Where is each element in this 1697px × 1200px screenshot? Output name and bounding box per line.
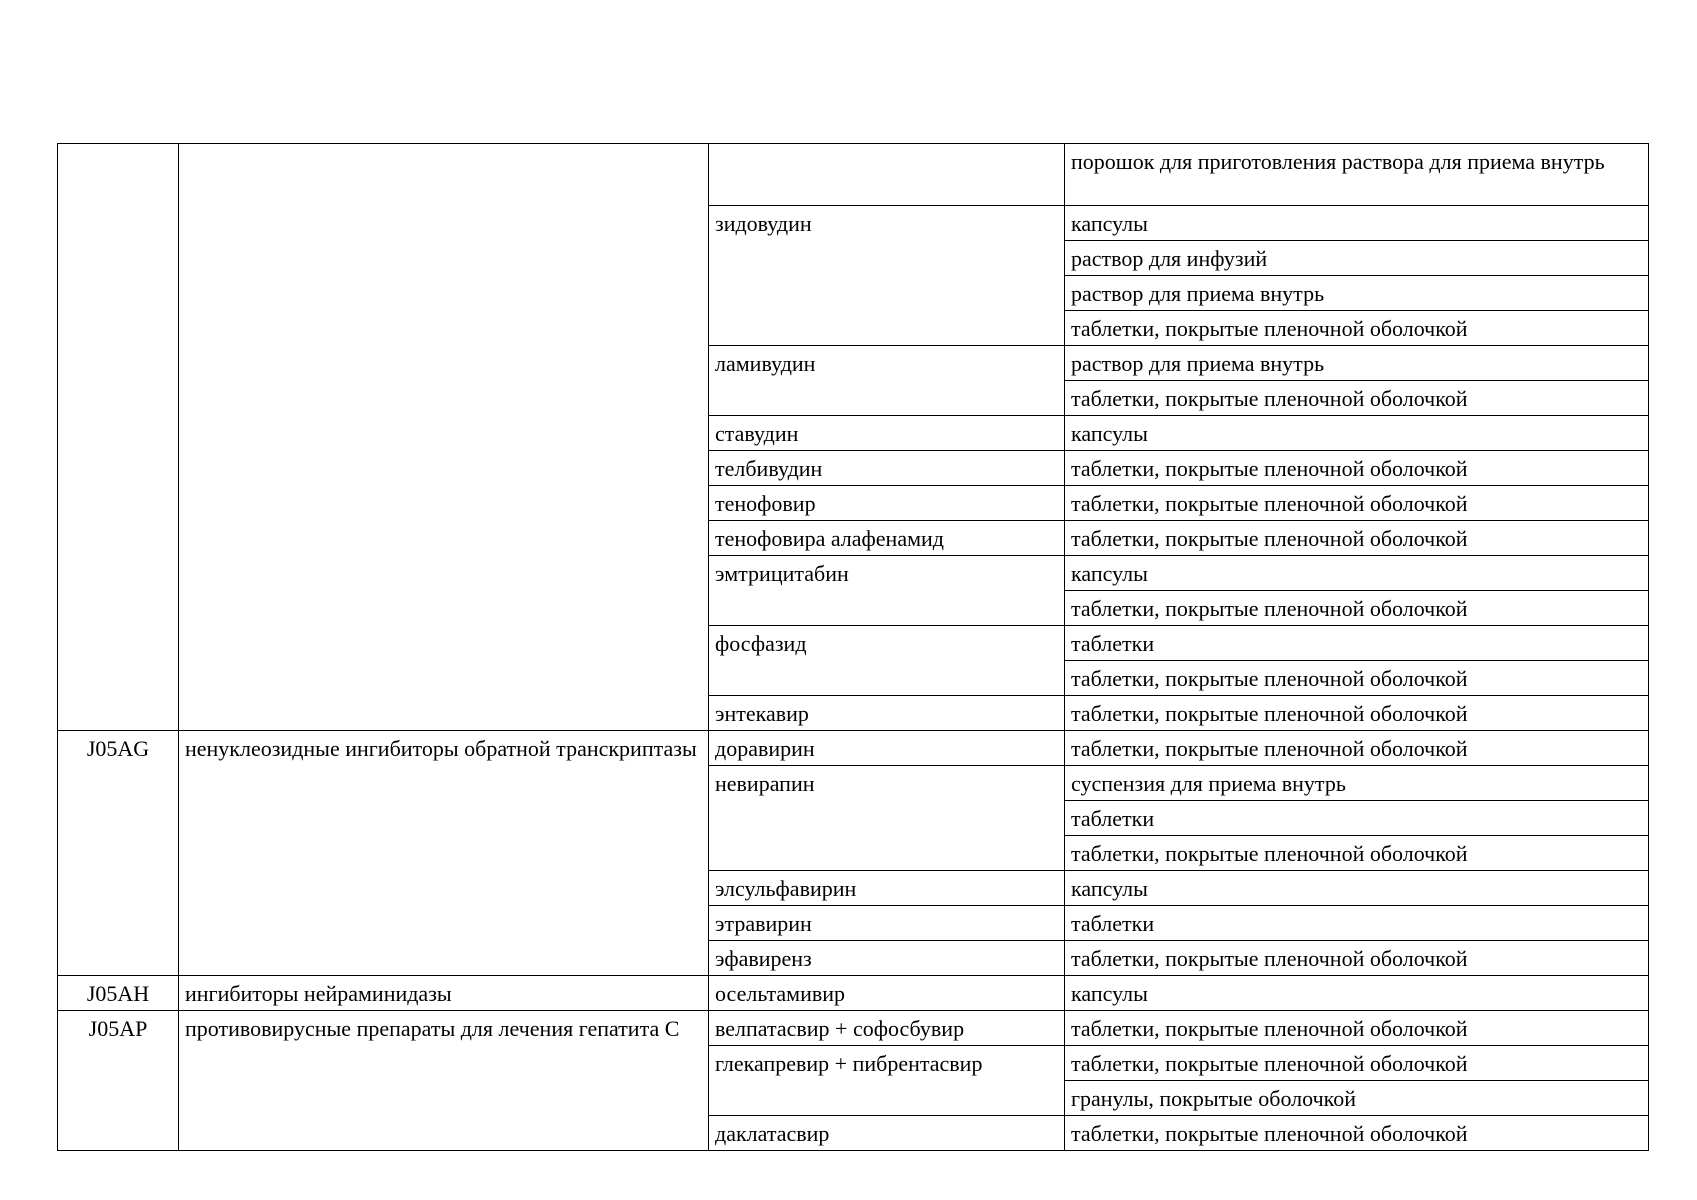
drug-name-cell: энтекавир (709, 696, 1065, 731)
dosage-form-cell: капсулы (1065, 416, 1649, 451)
dosage-form-cell: таблетки, покрытые пленочной оболочкой (1065, 661, 1649, 696)
dosage-form-cell: таблетки, покрытые пленочной оболочкой (1065, 451, 1649, 486)
dosage-form-cell: таблетки, покрытые пленочной оболочкой (1065, 381, 1649, 416)
dosage-form-cell: таблетки, покрытые пленочной оболочкой (1065, 1116, 1649, 1151)
atc-code-cell: J05AP (58, 1011, 179, 1151)
table-row (58, 1011, 1649, 1046)
group-name-cell: ненуклеозидные ингибиторы обратной транскриптазы (179, 731, 709, 976)
dosage-form-cell: таблетки, покрытые пленочной оболочкой (1065, 941, 1649, 976)
dosage-form-cell: таблетки, покрытые пленочной оболочкой (1065, 731, 1649, 766)
dosage-form-cell: таблетки, покрытые пленочной оболочкой (1065, 696, 1649, 731)
dosage-form-cell: таблетки, покрытые пленочной оболочкой (1065, 1046, 1649, 1081)
group-name-cell: ингибиторы нейраминидазы (179, 976, 709, 1011)
atc-code-cell: J05AH (58, 976, 179, 1011)
drug-name-cell: тенофовира алафенамид (709, 521, 1065, 556)
dosage-form-cell: таблетки, покрытые пленочной оболочкой (1065, 521, 1649, 556)
drug-name-cell: ставудин (709, 416, 1065, 451)
group-name-cell (179, 144, 709, 731)
dosage-form-cell: капсулы (1065, 871, 1649, 906)
drug-name-cell: зидовудин (709, 206, 1065, 346)
dosage-form-cell: порошок для приготовления раствора для приема внутрь (1065, 144, 1649, 206)
group-name-cell: противовирусные препараты для лечения гепатита С (179, 1011, 709, 1151)
drug-table (57, 143, 1649, 1151)
drug-name-cell: глекапревир + пибрентасвир (709, 1046, 1065, 1116)
dosage-form-cell: таблетки (1065, 626, 1649, 661)
dosage-form-cell: таблетки (1065, 906, 1649, 941)
table-row (58, 731, 1649, 766)
dosage-form-cell: таблетки, покрытые пленочной оболочкой (1065, 836, 1649, 871)
dosage-form-cell: раствор для инфузий (1065, 241, 1649, 276)
drug-name-cell: элсульфавирин (709, 871, 1065, 906)
drug-name-cell: эфавиренз (709, 941, 1065, 976)
drug-name-cell: тенофовир (709, 486, 1065, 521)
dosage-form-cell: раствор для приема внутрь (1065, 276, 1649, 311)
dosage-form-cell: раствор для приема внутрь (1065, 346, 1649, 381)
dosage-form-cell: капсулы (1065, 556, 1649, 591)
drug-name-cell: доравирин (709, 731, 1065, 766)
dosage-form-cell: таблетки (1065, 801, 1649, 836)
dosage-form-cell: таблетки, покрытые пленочной оболочкой (1065, 311, 1649, 346)
dosage-form-cell: суспензия для приема внутрь (1065, 766, 1649, 801)
dosage-form-cell: таблетки, покрытые пленочной оболочкой (1065, 591, 1649, 626)
drug-name-cell: велпатасвир + софосбувир (709, 1011, 1065, 1046)
dosage-form-cell: таблетки, покрытые пленочной оболочкой (1065, 486, 1649, 521)
atc-code-cell (58, 144, 179, 731)
drug-name-cell: даклатасвир (709, 1116, 1065, 1151)
drug-name-cell: телбивудин (709, 451, 1065, 486)
drug-name-cell (709, 144, 1065, 206)
drug-name-cell: эмтрицитабин (709, 556, 1065, 626)
atc-code-cell: J05AG (58, 731, 179, 976)
dosage-form-cell: гранулы, покрытые оболочкой (1065, 1081, 1649, 1116)
dosage-form-cell: таблетки, покрытые пленочной оболочкой (1065, 1011, 1649, 1046)
dosage-form-cell: капсулы (1065, 976, 1649, 1011)
dosage-form-cell: капсулы (1065, 206, 1649, 241)
drug-name-cell: фосфазид (709, 626, 1065, 696)
table-row (58, 976, 1649, 1011)
drug-name-cell: осельтамивир (709, 976, 1065, 1011)
table-row (58, 144, 1649, 206)
drug-name-cell: ламивудин (709, 346, 1065, 416)
drug-name-cell: невирапин (709, 766, 1065, 871)
drug-name-cell: этравирин (709, 906, 1065, 941)
